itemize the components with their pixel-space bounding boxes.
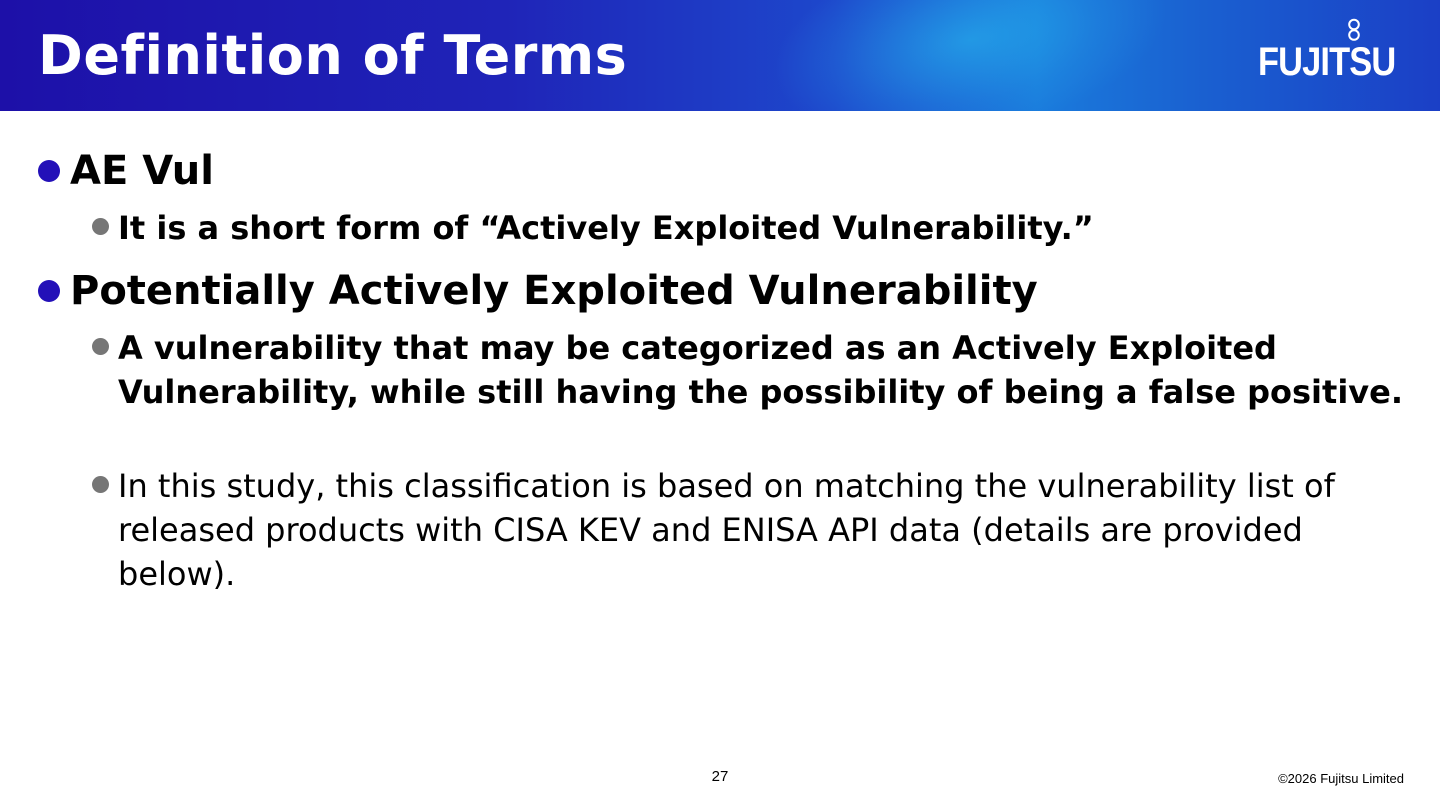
sub-bullet-text: In this study, this classification is based on matching the vulnerability list of released products with CISA KEV and ENISA API data (details are provided below). xyxy=(118,467,1335,593)
sub-bullet-definition xyxy=(92,326,1412,414)
logo-wordmark: FUJITSU xyxy=(1258,40,1396,84)
bullet-dot xyxy=(38,280,60,302)
bullet-ae-vul xyxy=(38,147,214,195)
fujitsu-logo xyxy=(1258,18,1398,88)
bullet-potentially-actively-exploited xyxy=(38,267,1038,315)
sub-bullet-text: A vulnerability that may be categorized as an Actively Exploited Vulnerability, while still having the possibility of being a false positive. xyxy=(118,329,1403,411)
header-banner xyxy=(0,0,1440,111)
sub-bullet-text: It is a short form of “Actively Exploited Vulnerability.” xyxy=(118,209,1094,247)
bullet-dot xyxy=(38,160,60,182)
slide-title: Definition of Terms xyxy=(38,24,628,87)
sub-bullet-ae-vul-definition xyxy=(92,206,1412,250)
sub-bullet-dot xyxy=(92,338,109,355)
bullet-heading: Potentially Actively Exploited Vulnerability xyxy=(70,268,1038,314)
copyright-notice: ©2026 Fujitsu Limited xyxy=(1278,771,1404,786)
bullet-heading: AE Vul xyxy=(70,148,214,194)
header-glow xyxy=(722,0,1217,111)
sub-bullet-dot xyxy=(92,218,109,235)
sub-bullet-classification xyxy=(92,464,1412,596)
sub-bullet-dot xyxy=(92,476,109,493)
page-number: 27 xyxy=(711,768,729,785)
